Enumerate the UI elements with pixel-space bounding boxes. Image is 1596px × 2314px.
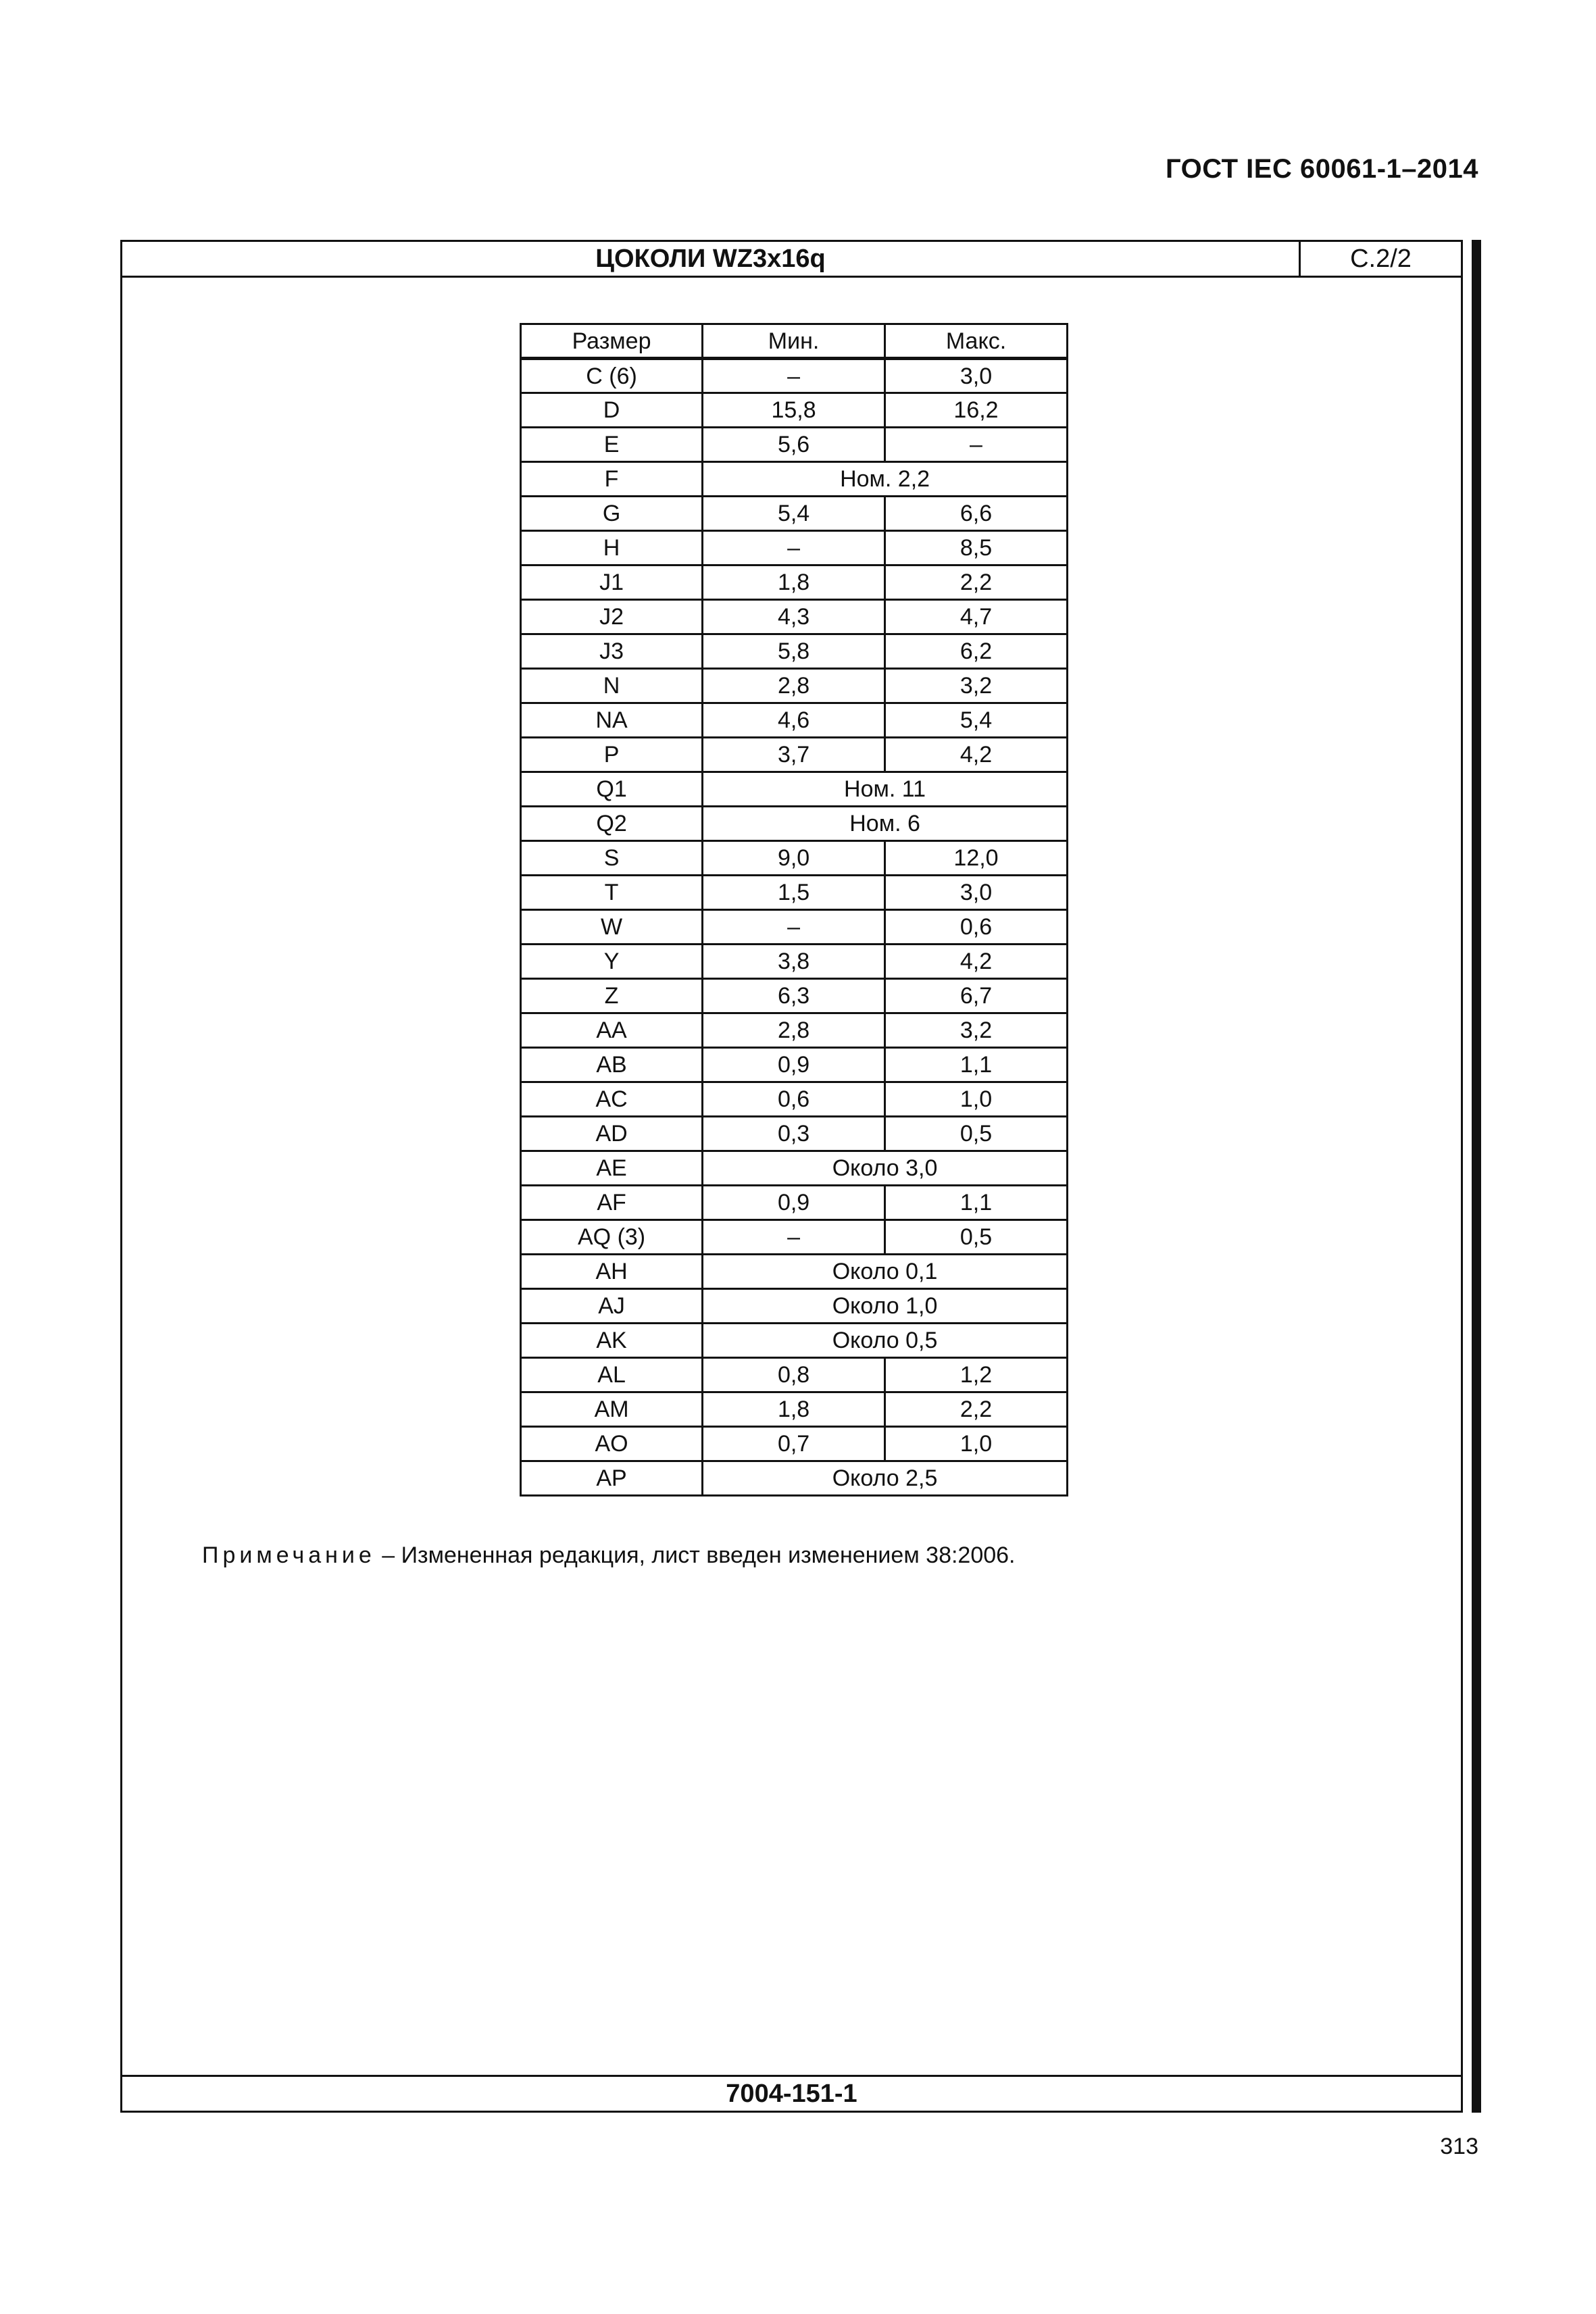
cell-max: 8,5 xyxy=(885,531,1068,565)
cell-min: 4,3 xyxy=(703,600,885,634)
cell-min: 4,6 xyxy=(703,703,885,738)
table-row xyxy=(521,1392,1068,1427)
table-row xyxy=(521,531,1068,565)
cell-max: 4,7 xyxy=(885,600,1068,634)
table-row xyxy=(521,1324,1068,1358)
table-row xyxy=(521,1048,1068,1082)
cell-max: 1,1 xyxy=(885,1048,1068,1082)
cell-max: 5,4 xyxy=(885,703,1068,738)
cell-max: 2,2 xyxy=(885,1392,1068,1427)
cell-min: 15,8 xyxy=(703,393,885,428)
cell-size: AD xyxy=(521,1117,703,1151)
cell-min: 1,8 xyxy=(703,1392,885,1427)
cell-max: 3,2 xyxy=(885,1013,1068,1048)
cell-max: 6,6 xyxy=(885,497,1068,531)
table-row xyxy=(521,1220,1068,1255)
header-size: Размер xyxy=(521,324,703,359)
table-row xyxy=(521,428,1068,462)
cell-size: D xyxy=(521,393,703,428)
cell-max: 3,0 xyxy=(885,359,1068,393)
cell-max: 0,6 xyxy=(885,910,1068,945)
sheet-frame xyxy=(120,240,1463,2113)
cell-size: AJ xyxy=(521,1289,703,1324)
cell-min: 1,8 xyxy=(703,565,885,600)
table-row xyxy=(521,600,1068,634)
cell-min: – xyxy=(703,531,885,565)
table-row xyxy=(521,497,1068,531)
cell-size: AP xyxy=(521,1461,703,1496)
cell-size: AB xyxy=(521,1048,703,1082)
table-row xyxy=(521,841,1068,876)
cell-max: 3,0 xyxy=(885,876,1068,910)
cell-size: J3 xyxy=(521,634,703,669)
cell-max: 2,2 xyxy=(885,565,1068,600)
cell-max: 3,2 xyxy=(885,669,1068,703)
cell-size: AK xyxy=(521,1324,703,1358)
cell-size: AM xyxy=(521,1392,703,1427)
cell-size: W xyxy=(521,910,703,945)
cell-max: 4,2 xyxy=(885,738,1068,772)
cell-max: 0,5 xyxy=(885,1220,1068,1255)
table-row xyxy=(521,565,1068,600)
table-row xyxy=(521,945,1068,979)
cell-size: J1 xyxy=(521,565,703,600)
cell-min: 0,3 xyxy=(703,1117,885,1151)
table-row xyxy=(521,1186,1068,1220)
cell-size: Q2 xyxy=(521,807,703,841)
cell-max: 6,7 xyxy=(885,979,1068,1013)
table-row xyxy=(521,876,1068,910)
table-row xyxy=(521,1358,1068,1392)
cell-nominal: Около 2,5 xyxy=(703,1461,1068,1496)
cell-nominal: Около 1,0 xyxy=(703,1289,1068,1324)
sheet-title: ЦОКОЛИ WZ3x16q xyxy=(122,242,1301,276)
table-row xyxy=(521,462,1068,497)
cell-max: 12,0 xyxy=(885,841,1068,876)
cell-min: 3,8 xyxy=(703,945,885,979)
table-row xyxy=(521,393,1068,428)
table-row xyxy=(521,807,1068,841)
cell-min: 0,9 xyxy=(703,1048,885,1082)
cell-min: 5,8 xyxy=(703,634,885,669)
cell-size: J2 xyxy=(521,600,703,634)
cell-size: AF xyxy=(521,1186,703,1220)
cell-nominal: Ном. 6 xyxy=(703,807,1068,841)
cell-min: 5,6 xyxy=(703,428,885,462)
cell-max: 4,2 xyxy=(885,945,1068,979)
footer-code: 7004-151-1 xyxy=(122,2075,1461,2111)
header-max: Макс. xyxy=(885,324,1068,359)
cell-size: H xyxy=(521,531,703,565)
table-row xyxy=(521,1427,1068,1461)
cell-min: 1,5 xyxy=(703,876,885,910)
cell-nominal: Ном. 2,2 xyxy=(703,462,1068,497)
table-row xyxy=(521,772,1068,807)
frame-edge-bar xyxy=(1472,240,1481,2113)
cell-min: 2,8 xyxy=(703,1013,885,1048)
cell-min: 3,7 xyxy=(703,738,885,772)
title-row xyxy=(122,242,1461,278)
table-row xyxy=(521,979,1068,1013)
cell-size: Z xyxy=(521,979,703,1013)
table-row xyxy=(521,1151,1068,1186)
table-row xyxy=(521,1117,1068,1151)
cell-min: 2,8 xyxy=(703,669,885,703)
standard-code: ГОСТ IEC 60061-1–2014 xyxy=(1165,154,1478,184)
note-text: – Измененная редакция, лист введен изменением 38:2006. xyxy=(375,1542,1016,1568)
page-number: 313 xyxy=(1440,2134,1478,2159)
cell-size: N xyxy=(521,669,703,703)
cell-min: 6,3 xyxy=(703,979,885,1013)
note xyxy=(202,1542,1016,1569)
dimensions-table xyxy=(520,323,1068,1496)
cell-min: 0,7 xyxy=(703,1427,885,1461)
table-header-row xyxy=(521,324,1068,359)
cell-nominal: Ном. 11 xyxy=(703,772,1068,807)
cell-size: C (6) xyxy=(521,359,703,393)
table-row xyxy=(521,1255,1068,1289)
cell-size: AH xyxy=(521,1255,703,1289)
table-row xyxy=(521,359,1068,393)
cell-nominal: Около 0,1 xyxy=(703,1255,1068,1289)
cell-min: – xyxy=(703,1220,885,1255)
cell-size: T xyxy=(521,876,703,910)
table-row xyxy=(521,910,1068,945)
cell-max: 1,0 xyxy=(885,1427,1068,1461)
cell-max: 6,2 xyxy=(885,634,1068,669)
cell-size: E xyxy=(521,428,703,462)
cell-max: 1,0 xyxy=(885,1082,1068,1117)
cell-min: 0,9 xyxy=(703,1186,885,1220)
cell-min: 9,0 xyxy=(703,841,885,876)
cell-size: AQ (3) xyxy=(521,1220,703,1255)
cell-size: AL xyxy=(521,1358,703,1392)
table-row xyxy=(521,703,1068,738)
header-min: Мин. xyxy=(703,324,885,359)
cell-nominal: Около 0,5 xyxy=(703,1324,1068,1358)
cell-size: AC xyxy=(521,1082,703,1117)
cell-min: 5,4 xyxy=(703,497,885,531)
cell-size: P xyxy=(521,738,703,772)
sheet-number: С.2/2 xyxy=(1350,245,1412,273)
cell-size: AA xyxy=(521,1013,703,1048)
cell-max: 0,5 xyxy=(885,1117,1068,1151)
cell-size: Y xyxy=(521,945,703,979)
table-row xyxy=(521,1082,1068,1117)
cell-max: 16,2 xyxy=(885,393,1068,428)
cell-max: – xyxy=(885,428,1068,462)
cell-min: – xyxy=(703,359,885,393)
cell-size: AE xyxy=(521,1151,703,1186)
cell-min: 0,8 xyxy=(703,1358,885,1392)
cell-nominal: Около 3,0 xyxy=(703,1151,1068,1186)
cell-size: S xyxy=(521,841,703,876)
cell-size: NA xyxy=(521,703,703,738)
table-row xyxy=(521,1461,1068,1496)
table-row xyxy=(521,669,1068,703)
table-row xyxy=(521,1013,1068,1048)
table-row xyxy=(521,634,1068,669)
cell-min: – xyxy=(703,910,885,945)
cell-size: Q1 xyxy=(521,772,703,807)
cell-size: AO xyxy=(521,1427,703,1461)
cell-max: 1,2 xyxy=(885,1358,1068,1392)
cell-max: 1,1 xyxy=(885,1186,1068,1220)
cell-size: G xyxy=(521,497,703,531)
note-label: Примечание xyxy=(202,1542,376,1568)
table-row xyxy=(521,1289,1068,1324)
cell-min: 0,6 xyxy=(703,1082,885,1117)
table-row xyxy=(521,738,1068,772)
table-body xyxy=(521,359,1068,1496)
cell-size: F xyxy=(521,462,703,497)
